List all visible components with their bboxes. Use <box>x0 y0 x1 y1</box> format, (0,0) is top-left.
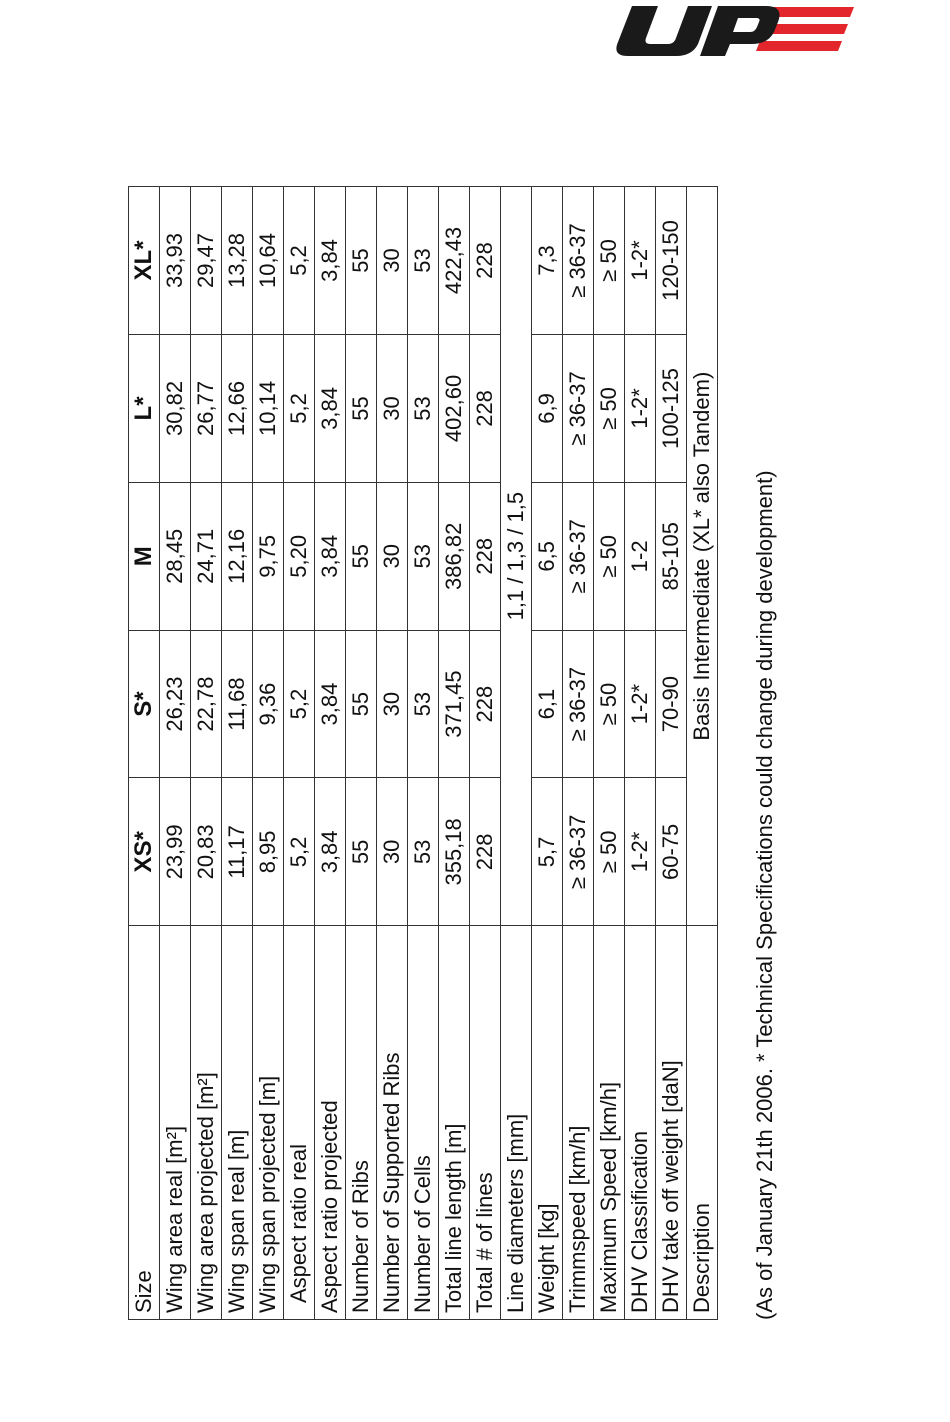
up-logo <box>606 4 856 58</box>
cell: 5,20 <box>284 482 315 630</box>
cell: ≥ 36-37 <box>563 630 594 778</box>
cell: 33,93 <box>160 187 191 335</box>
cell: 30 <box>377 334 408 482</box>
cell: 120-150 <box>656 187 687 335</box>
cell: 30 <box>377 778 408 926</box>
cell: ≥ 50 <box>594 334 625 482</box>
cell: 355,18 <box>439 778 470 926</box>
cell: 371,45 <box>439 630 470 778</box>
header-row <box>129 187 160 1320</box>
size-m: M <box>129 482 160 630</box>
row-label: Aspect ratio real <box>284 926 315 1320</box>
cell: 85-105 <box>656 482 687 630</box>
cell: 3,84 <box>315 334 346 482</box>
table-row <box>439 187 470 1320</box>
row-label: Total # of lines <box>470 926 501 1320</box>
cell: 70-90 <box>656 630 687 778</box>
table-row <box>160 187 191 1320</box>
size-xs: XS* <box>129 778 160 926</box>
cell: 24,71 <box>191 482 222 630</box>
cell: 23,99 <box>160 778 191 926</box>
line-diameters-row <box>501 187 532 1320</box>
footnote: (As of January 21th 2006. * Technical Specifications could change during development) <box>752 470 777 1320</box>
row-label: Wing area real [m²] <box>160 926 191 1320</box>
cell: 28,45 <box>160 482 191 630</box>
cell: 5,2 <box>284 630 315 778</box>
cell: 9,75 <box>253 482 284 630</box>
cell: ≥ 50 <box>594 630 625 778</box>
line-diameters-value: 1,1 / 1,3 / 1,5 <box>501 187 532 926</box>
cell: 22,78 <box>191 630 222 778</box>
cell: 30 <box>377 630 408 778</box>
cell: 386,82 <box>439 482 470 630</box>
row-label: Number of Cells <box>408 926 439 1320</box>
table-row <box>284 187 315 1320</box>
table-row <box>625 187 656 1320</box>
cell: 55 <box>346 630 377 778</box>
row-label: Weight [kg] <box>532 926 563 1320</box>
size-l: L* <box>129 334 160 482</box>
logo-letters <box>616 6 779 56</box>
cell: 60-75 <box>656 778 687 926</box>
row-label: Maximum Speed [km/h] <box>594 926 625 1320</box>
cell: 228 <box>470 778 501 926</box>
cell: 228 <box>470 187 501 335</box>
row-label: DHV take off weight [daN] <box>656 926 687 1320</box>
table-row <box>532 187 563 1320</box>
cell: 1-2 <box>625 482 656 630</box>
cell: 11,17 <box>222 778 253 926</box>
cell: ≥ 36-37 <box>563 334 594 482</box>
cell: 5,2 <box>284 334 315 482</box>
description-row <box>687 187 718 1320</box>
cell: 12,66 <box>222 334 253 482</box>
cell: 1-2* <box>625 334 656 482</box>
row-label: Number of Ribs <box>346 926 377 1320</box>
cell: ≥ 36-37 <box>563 778 594 926</box>
cell: 55 <box>346 187 377 335</box>
cell: 1-2* <box>625 778 656 926</box>
table-row <box>191 187 222 1320</box>
cell: 9,36 <box>253 630 284 778</box>
cell: 30 <box>377 482 408 630</box>
cell: 11,68 <box>222 630 253 778</box>
cell: 53 <box>408 630 439 778</box>
row-label: Number of Supported Ribs <box>377 926 408 1320</box>
cell: 100-125 <box>656 334 687 482</box>
size-label: Size <box>129 926 160 1320</box>
table-row <box>408 187 439 1320</box>
row-label: Wing area projected [m²] <box>191 926 222 1320</box>
cell: 20,83 <box>191 778 222 926</box>
cell: 6,5 <box>532 482 563 630</box>
cell: 7,3 <box>532 187 563 335</box>
cell: 26,23 <box>160 630 191 778</box>
spec-table <box>128 186 718 1320</box>
cell: 6,9 <box>532 334 563 482</box>
row-label: Line diameters [mm] <box>501 926 532 1320</box>
cell: 53 <box>408 334 439 482</box>
cell: 30,82 <box>160 334 191 482</box>
table-row <box>315 187 346 1320</box>
table-row <box>377 187 408 1320</box>
cell: ≥ 36-37 <box>563 482 594 630</box>
cell: 55 <box>346 778 377 926</box>
cell: 1-2* <box>625 630 656 778</box>
cell: 53 <box>408 482 439 630</box>
cell: 8,95 <box>253 778 284 926</box>
table-row <box>470 187 501 1320</box>
cell: 29,47 <box>191 187 222 335</box>
cell: 3,84 <box>315 187 346 335</box>
size-xl: XL* <box>129 187 160 335</box>
cell: 3,84 <box>315 630 346 778</box>
table-row <box>253 187 284 1320</box>
size-s: S* <box>129 630 160 778</box>
cell: 26,77 <box>191 334 222 482</box>
row-label: Trimmspeed [km/h] <box>563 926 594 1320</box>
cell: 3,84 <box>315 482 346 630</box>
table-row <box>594 187 625 1320</box>
cell: 55 <box>346 334 377 482</box>
cell: 6,1 <box>532 630 563 778</box>
cell: 55 <box>346 482 377 630</box>
cell: 5,7 <box>532 778 563 926</box>
cell: 228 <box>470 482 501 630</box>
cell: 1-2* <box>625 187 656 335</box>
description-value: Basis Intermediate (XL* also Tandem) <box>687 187 718 926</box>
cell: 3,84 <box>315 778 346 926</box>
table-row <box>222 187 253 1320</box>
cell: 30 <box>377 187 408 335</box>
row-label: Wing span projected [m] <box>253 926 284 1320</box>
cell: ≥ 50 <box>594 482 625 630</box>
row-label: Aspect ratio projected <box>315 926 346 1320</box>
cell: 10,64 <box>253 187 284 335</box>
table-row <box>346 187 377 1320</box>
cell: 12,16 <box>222 482 253 630</box>
table-row <box>563 187 594 1320</box>
table-row <box>656 187 687 1320</box>
cell: 5,2 <box>284 187 315 335</box>
cell: 53 <box>408 187 439 335</box>
cell: 10,14 <box>253 334 284 482</box>
row-label: Description <box>687 926 718 1320</box>
cell: ≥ 50 <box>594 187 625 335</box>
cell: 13,28 <box>222 187 253 335</box>
cell: 422,43 <box>439 187 470 335</box>
cell: 5,2 <box>284 778 315 926</box>
cell: 402,60 <box>439 334 470 482</box>
cell: 228 <box>470 630 501 778</box>
cell: ≥ 36-37 <box>563 187 594 335</box>
row-label: DHV Classification <box>625 926 656 1320</box>
cell: ≥ 50 <box>594 778 625 926</box>
row-label: Wing span real [m] <box>222 926 253 1320</box>
rotated-spec-page <box>128 186 828 1320</box>
row-label: Total line length [m] <box>439 926 470 1320</box>
cell: 53 <box>408 778 439 926</box>
cell: 228 <box>470 334 501 482</box>
